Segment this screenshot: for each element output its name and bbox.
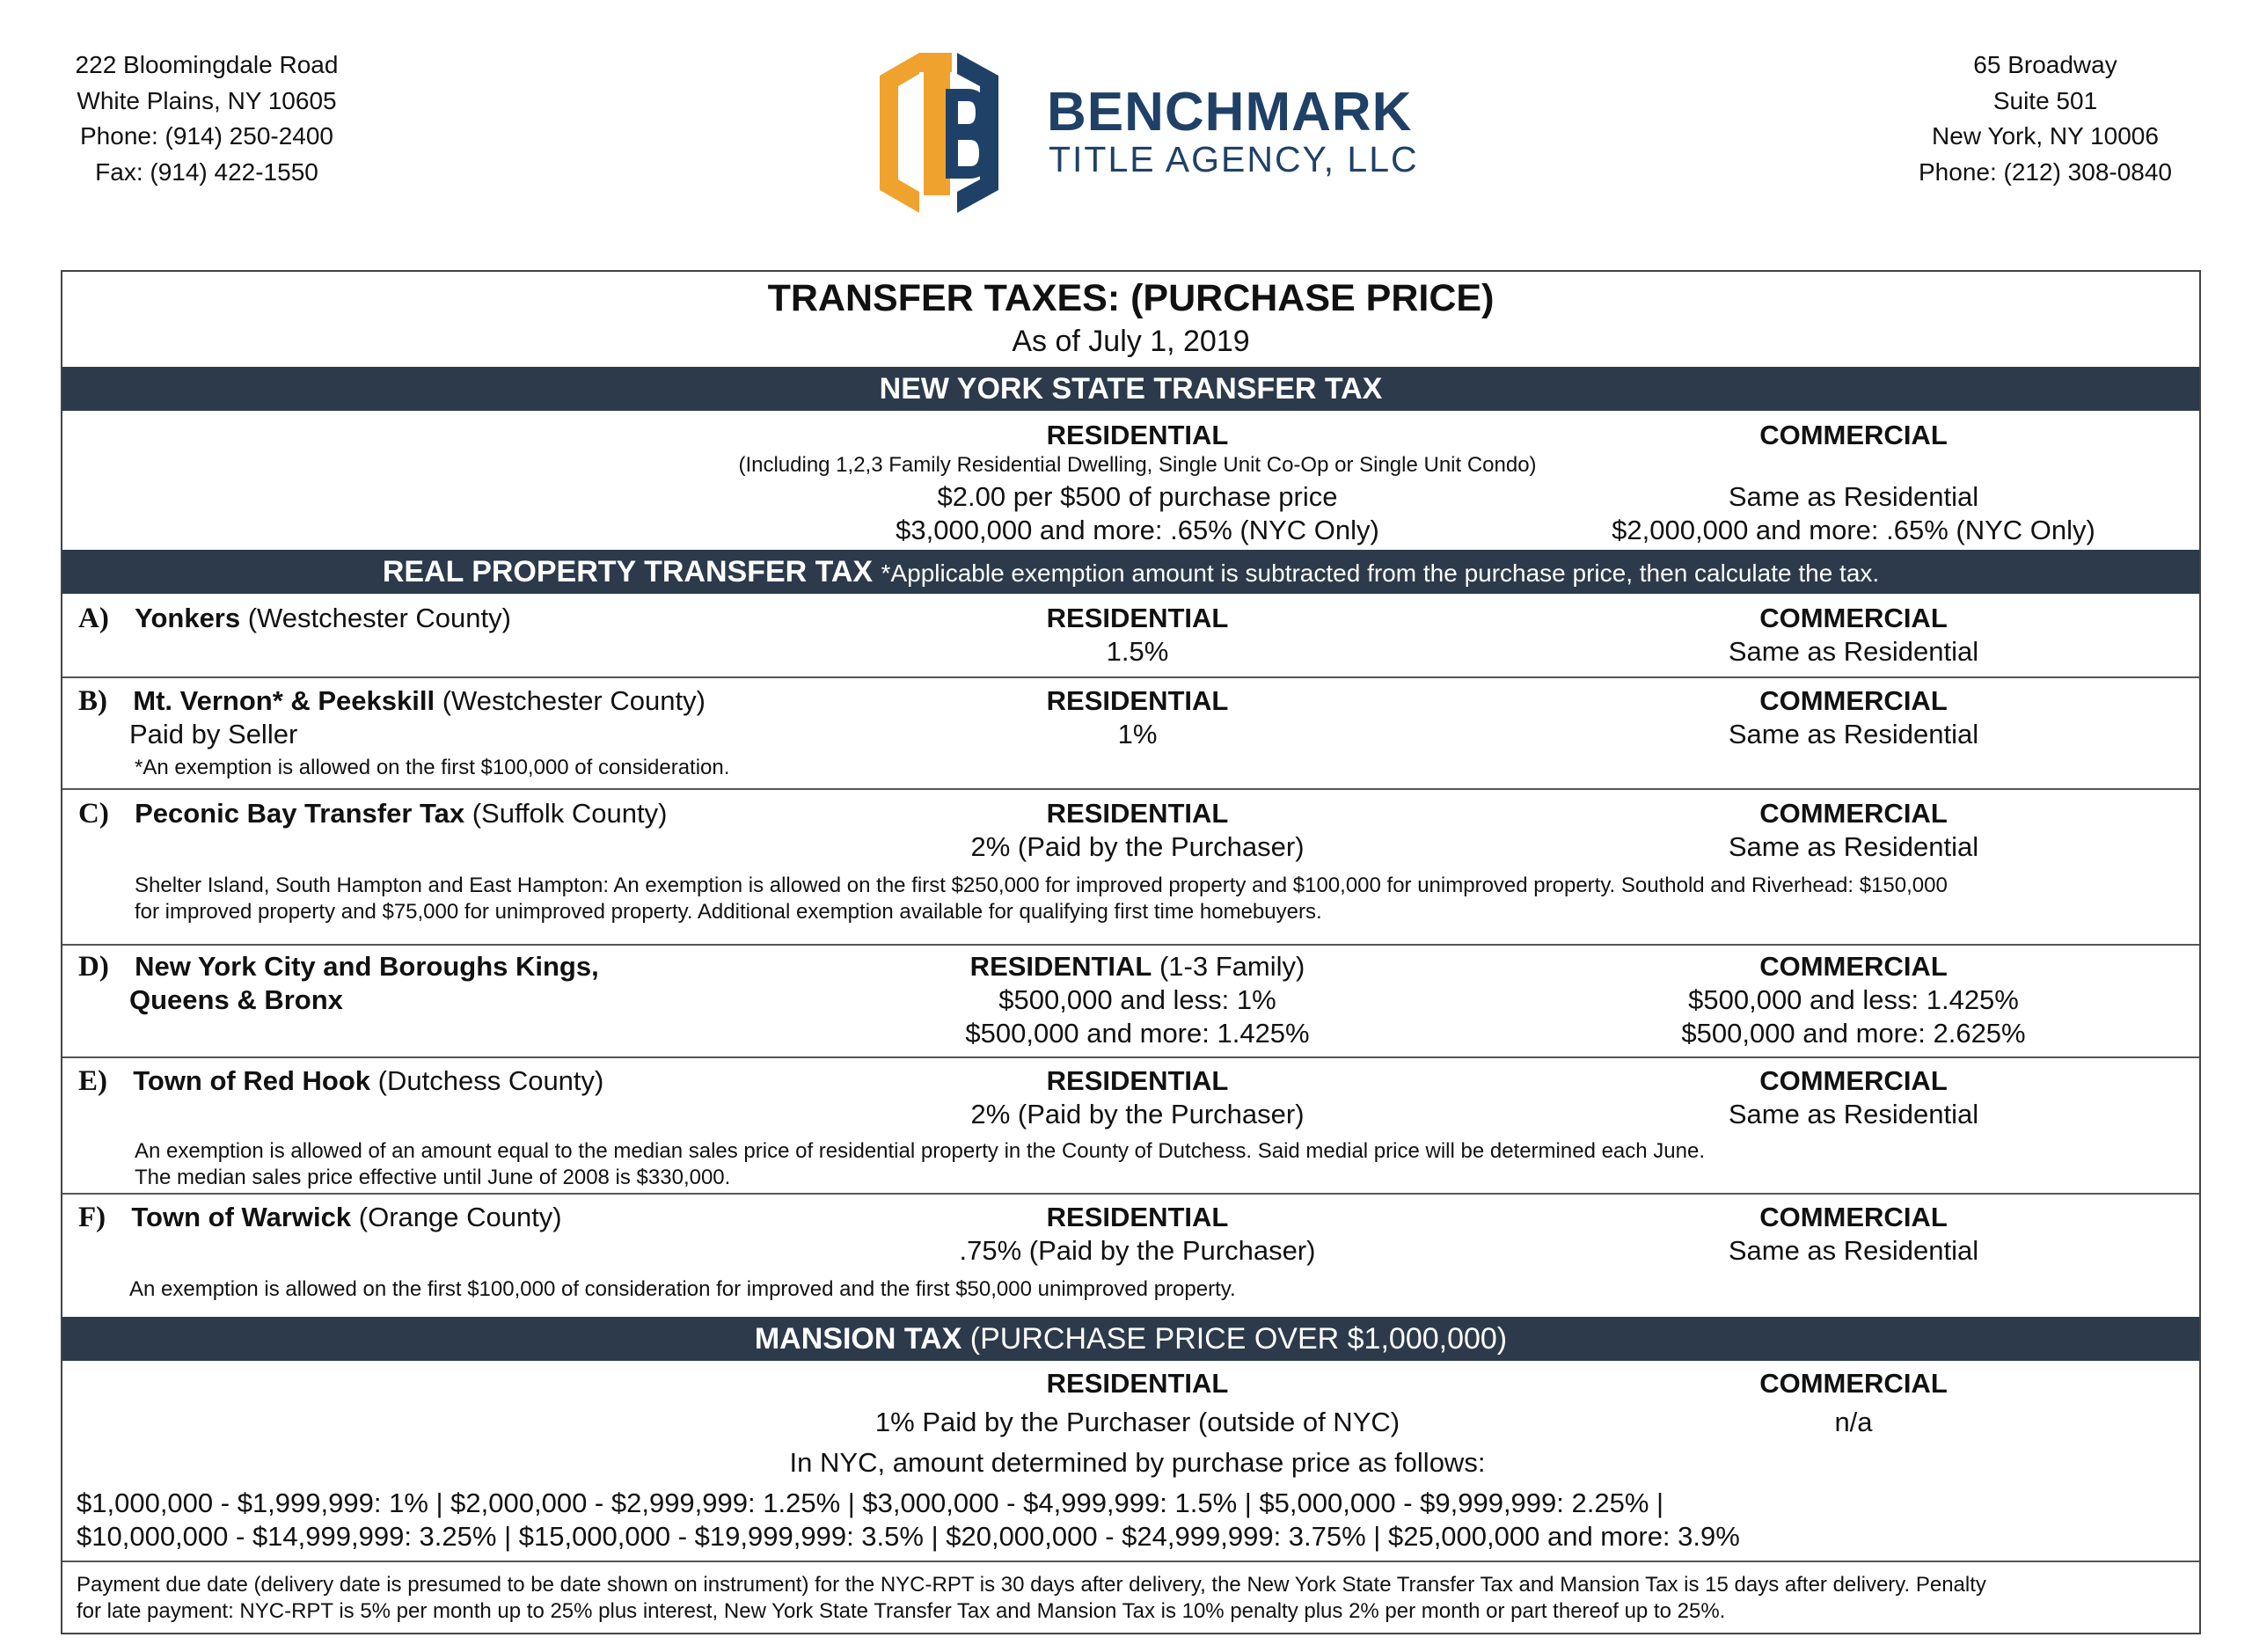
row-a-commercial-rate: Same as Residential	[1728, 636, 1979, 667]
mansion-commercial-rate: n/a	[1834, 1407, 1873, 1437]
address-line: Suite 501	[1992, 86, 2098, 114]
row-b-location	[78, 685, 706, 718]
row-e-commercial-rate: Same as Residential	[1728, 1099, 1979, 1129]
row-divider	[62, 1056, 2199, 1058]
row-letter: B)	[78, 685, 107, 717]
row-e-location	[78, 1065, 603, 1098]
row-location-name: New York City and Boroughs Kings,	[135, 951, 599, 982]
nys-commercial-nyc-rate: $2,000,000 and more: .65% (NYC Only)	[1612, 515, 2095, 545]
row-b-paid-by: Paid by Seller	[129, 719, 298, 749]
address-line: 222 Bloomingdale Road	[75, 51, 339, 78]
address-line: New York, NY 10006	[1932, 122, 2159, 150]
row-divider	[62, 788, 2199, 790]
note-line: for improved property and $75,000 for unimproved property. Additional exemption available for qualifying first time homebuyers.	[135, 900, 1322, 924]
row-county: (Suffolk County)	[464, 798, 668, 829]
row-letter: F)	[78, 1202, 106, 1233]
nys-residential-rate: $2.00 per $500 of purchase price	[937, 481, 1338, 512]
row-c-residential-heading: RESIDENTIAL	[1046, 798, 1229, 829]
row-divider	[62, 1193, 2199, 1195]
row-county: (Dutchess County)	[370, 1065, 604, 1096]
row-b-residential-heading: RESIDENTIAL	[1046, 685, 1229, 716]
real-property-transfer-tax-header	[62, 550, 2199, 594]
row-f-exemption-note: An exemption is allowed on the first $100,000 of consideration for improved and the first $50,000 unimproved property.	[129, 1277, 1236, 1301]
row-a-location	[78, 603, 511, 635]
mansion-bar-title: MANSION TAX	[754, 1322, 962, 1356]
family-qualifier: (1-3 Family)	[1152, 951, 1305, 982]
row-county: (Westchester County)	[435, 685, 706, 716]
row-d-residential-heading	[970, 951, 1305, 983]
phone-line: Phone: (212) 308-0840	[1919, 157, 2172, 186]
mansion-tax-header	[62, 1317, 2199, 1361]
address-line: White Plains, NY 10605	[77, 86, 337, 114]
row-location-name: Peconic Bay Transfer Tax	[135, 798, 465, 829]
company-logo	[871, 46, 1434, 222]
row-a-residential-rate: 1.5%	[1106, 636, 1169, 667]
note-line: Payment due date (delivery date is presumed to be date shown on instrument) for the NYC-RPT is 30 days after delivery, the New York State Transfer Tax and Mansion Tax is 15 days after delivery. Penalty	[77, 1573, 1986, 1597]
row-divider	[62, 1561, 2199, 1562]
row-b-commercial-heading: COMMERCIAL	[1759, 685, 1948, 716]
row-divider	[62, 676, 2199, 678]
row-location-name: Town of Red Hook	[133, 1065, 371, 1096]
logo-wordmark: BENCHMARK	[1047, 82, 1413, 143]
row-d-location	[78, 951, 599, 983]
row-county: (Westchester County)	[240, 603, 511, 633]
residential-label: RESIDENTIAL	[969, 951, 1152, 982]
row-letter: D)	[78, 951, 109, 983]
row-letter: E)	[78, 1065, 107, 1097]
row-f-commercial-heading: COMMERCIAL	[1759, 1202, 1948, 1232]
row-c-residential-rate: 2% (Paid by the Purchaser)	[970, 831, 1305, 862]
row-b-exemption-note: *An exemption is allowed on the first $100,000 of consideration.	[135, 756, 730, 779]
left-office-address	[44, 48, 369, 190]
nys-residential-subheading: (Including 1,2,3 Family Residential Dwelling, Single Unit Co-Op or Single Unit Condo)	[738, 453, 1537, 477]
row-b-commercial-rate: Same as Residential	[1728, 719, 1979, 749]
row-d-commercial-rate-low: $500,000 and less: 1.425%	[1688, 984, 2019, 1015]
row-letter: A)	[78, 603, 109, 634]
nys-transfer-tax-header: NEW YORK STATE TRANSFER TAX	[62, 367, 2199, 411]
note-line: An exemption is allowed of an amount equal to the median sales price of residential property in the County of Dutchess. Said medial price will be determined each June.	[135, 1139, 1705, 1163]
nys-commercial-heading: COMMERCIAL	[1759, 420, 1948, 450]
nys-commercial-rate: Same as Residential	[1728, 481, 1979, 512]
mansion-nyc-brackets-line2: $10,000,000 - $14,999,999: 3.25% | $15,000,000 - $19,999,999: 3.5% | $20,000,000 - $24,999,999: 3.75% | $25,000,000 and more: 3.9%	[77, 1521, 1740, 1552]
row-a-commercial-heading: COMMERCIAL	[1759, 603, 1948, 633]
row-d-residential-rate-low: $500,000 and less: 1%	[998, 984, 1276, 1015]
rpt-bar-title: REAL PROPERTY TRANSFER TAX	[382, 555, 874, 588]
row-c-exemption-note	[135, 873, 1948, 925]
row-location-name: Yonkers	[135, 603, 241, 633]
row-b-residential-rate: 1%	[1117, 719, 1158, 749]
row-f-residential-rate: .75% (Paid by the Purchaser)	[959, 1235, 1316, 1266]
payment-due-footnote	[77, 1572, 1986, 1625]
row-divider	[62, 944, 2199, 946]
mansion-nyc-brackets-line1: $1,000,000 - $1,999,999: 1% | $2,000,000 - $2,999,999: 1.25% | $3,000,000 - $4,999,999: 1.5% | $5,000,000 - $9,999,999: 2.25% |	[77, 1488, 1664, 1518]
row-f-residential-heading: RESIDENTIAL	[1046, 1202, 1229, 1232]
phone-line: Phone: (914) 250-2400	[80, 122, 333, 150]
note-line: Shelter Island, South Hampton and East Hampton: An exemption is allowed on the first $250,000 for improved property and $100,000 for unimproved property. Southold and Riverhead: $150,000	[135, 874, 1948, 897]
row-d-location-line2: Queens & Bronx	[129, 984, 343, 1015]
mansion-residential-rate: 1% Paid by the Purchaser (outside of NYC)	[874, 1407, 1400, 1437]
address-line: 65 Broadway	[1973, 51, 2117, 78]
nys-residential-heading: RESIDENTIAL	[1046, 420, 1229, 450]
document-title: TRANSFER TAXES: (PURCHASE PRICE)	[767, 277, 1495, 319]
row-e-exemption-note	[135, 1138, 1705, 1191]
note-line: for late payment: NYC-RPT is 5% per month up to 25% plus interest, New York State Transfer Tax and Mansion Tax is 10% penalty plus 2% per month or part thereof up to 25%.	[77, 1599, 1726, 1623]
logo-tagline: TITLE AGENCY, LLC	[1049, 139, 1419, 179]
row-location-name: Mt. Vernon* & Peekskill	[133, 685, 435, 716]
row-d-residential-rate-high: $500,000 and more: 1.425%	[965, 1018, 1310, 1049]
row-location-name: Town of Warwick	[131, 1202, 352, 1232]
mansion-residential-heading: RESIDENTIAL	[1046, 1368, 1229, 1399]
row-letter: C)	[78, 798, 109, 830]
logo-mark-icon	[871, 46, 1038, 222]
mansion-commercial-heading: COMMERCIAL	[1759, 1368, 1948, 1399]
row-e-residential-rate: 2% (Paid by the Purchaser)	[970, 1099, 1305, 1129]
fax-line: Fax: (914) 422-1550	[95, 157, 318, 186]
row-a-residential-heading: RESIDENTIAL	[1046, 603, 1229, 633]
note-line: The median sales price effective until June of 2008 is $330,000.	[135, 1166, 731, 1189]
rpt-bar-note: *Applicable exemption amount is subtracted from the purchase price, then calculate the tax.	[881, 559, 1880, 587]
mansion-nyc-intro: In NYC, amount determined by purchase price as follows:	[789, 1447, 1486, 1478]
row-c-commercial-heading: COMMERCIAL	[1759, 798, 1948, 829]
row-e-commercial-heading: COMMERCIAL	[1759, 1065, 1948, 1096]
row-d-commercial-rate-high: $500,000 and more: 2.625%	[1681, 1018, 2026, 1049]
mansion-bar-qualifier: (PURCHASE PRICE OVER $1,000,000)	[961, 1322, 1508, 1356]
row-f-commercial-rate: Same as Residential	[1728, 1235, 1979, 1266]
nys-residential-nyc-rate: $3,000,000 and more: .65% (NYC Only)	[896, 515, 1379, 545]
right-office-address	[1878, 48, 2212, 190]
row-c-location	[78, 798, 667, 830]
row-e-residential-heading: RESIDENTIAL	[1046, 1065, 1229, 1096]
transfer-tax-table	[61, 270, 2201, 1634]
row-c-commercial-rate: Same as Residential	[1728, 831, 1979, 862]
row-county: (Orange County)	[351, 1202, 562, 1232]
row-f-location	[78, 1202, 562, 1234]
document-date: As of July 1, 2019	[1012, 325, 1250, 358]
row-d-commercial-heading: COMMERCIAL	[1759, 951, 1948, 982]
